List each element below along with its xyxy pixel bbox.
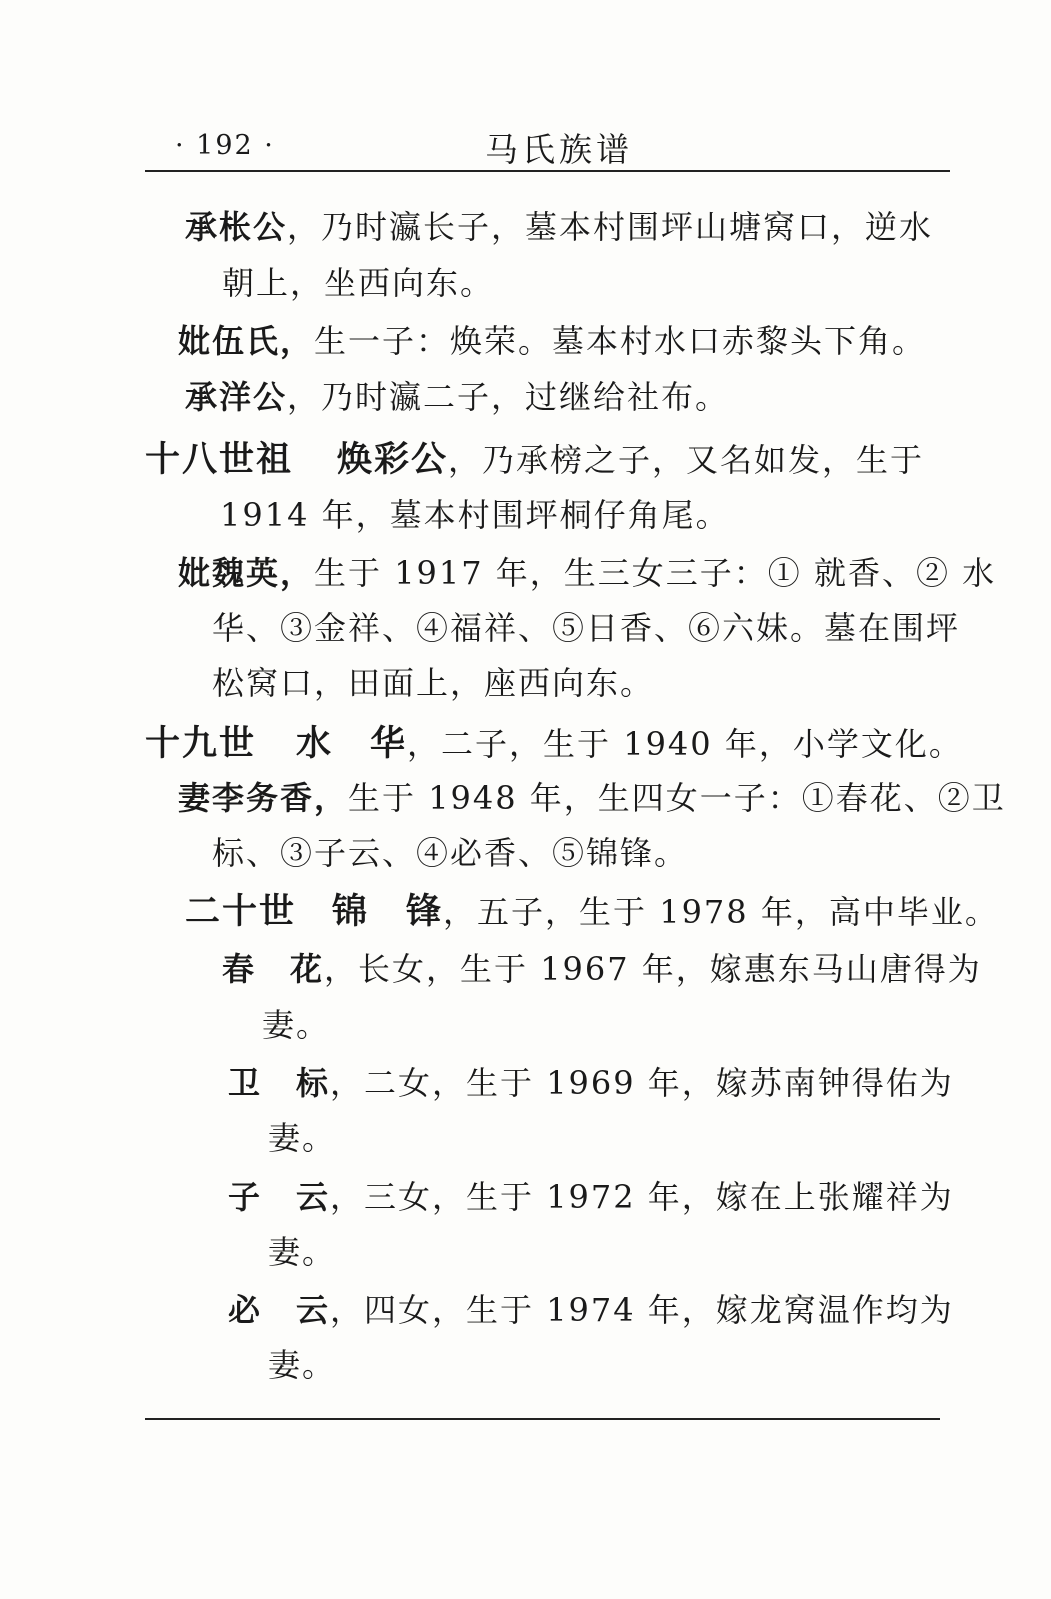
header-rule — [145, 170, 950, 172]
entry-heading: 焕彩公 — [337, 440, 449, 480]
entry-text: ，四女，生于 1974 年，嫁龙窝温作均为 — [330, 1291, 954, 1329]
entry-text: 生于 1948 年，生四女一子：①春花、②卫 — [348, 779, 1006, 817]
entry-line — [228, 1058, 954, 1104]
entry-line — [185, 372, 729, 418]
entry-text: ，三女，生于 1972 年，嫁在上张耀祥为 — [330, 1178, 954, 1216]
entry-heading: 子 云 — [228, 1178, 331, 1216]
entry-text: ，长女，生于 1967 年，嫁惠东马山唐得为 — [324, 950, 982, 988]
entry-continuation: 妻。 — [268, 1233, 337, 1271]
page-header — [145, 112, 950, 170]
entry-continuation: 标、③子云、④必香、⑤锦锋。 — [212, 834, 689, 872]
entry-heading: 锦 锋 — [332, 892, 444, 932]
entry-heading: 妣伍氏， — [178, 322, 315, 360]
entry-line — [185, 884, 999, 934]
entry-text: ，二子，生于 1940 年，小学文化。 — [407, 725, 963, 763]
entry-heading: 水 华 — [296, 724, 408, 764]
entry-heading: 妻李务香， — [178, 779, 349, 817]
entry-heading: 卫 标 — [228, 1064, 331, 1102]
entry-line — [222, 944, 982, 990]
entry-line — [178, 548, 996, 594]
entry-text: ，乃时瀛二子，过继给社布。 — [287, 378, 730, 416]
entry-line — [178, 773, 1006, 819]
generation-label: 二十世 — [185, 892, 297, 932]
entry-continuation: 1914 年，墓本村围坪桐仔角尾。 — [220, 496, 730, 534]
entry-text: 生于 1917 年，生三女三子：① 就香、② 水 — [314, 554, 997, 592]
entry-heading: 承洋公 — [185, 378, 288, 416]
book-title: 马氏族谱 — [485, 130, 633, 169]
entry-line — [228, 1285, 954, 1331]
generation-label: 十八世祖 — [145, 440, 294, 480]
entry-text: ，乃承榜之子，又名如发，生于 — [448, 441, 925, 479]
generation-label: 十九世 — [145, 724, 257, 764]
entry-continuation: 妻。 — [262, 1006, 331, 1044]
entry-line — [145, 716, 963, 766]
entry-line — [185, 202, 933, 248]
entry-continuation: 妻。 — [268, 1119, 337, 1157]
entry-line — [228, 1172, 954, 1218]
entry-continuation: 朝上，坐西向东。 — [222, 264, 495, 302]
entry-text: 生一子：焕荣。墓本村水口赤黎头下角。 — [314, 322, 927, 360]
entry-text: ，乃时瀛长子，墓本村围坪山塘窝口，逆水 — [287, 208, 934, 246]
footer-rule — [145, 1418, 940, 1420]
entry-text: ，二女，生于 1969 年，嫁苏南钟得佑为 — [330, 1064, 954, 1102]
entry-heading: 春 花 — [222, 950, 325, 988]
entry-continuation: 松窝口，田面上，座西向东。 — [212, 664, 655, 702]
entry-heading: 承枨公 — [185, 208, 288, 246]
entry-heading: 必 云 — [228, 1291, 331, 1329]
entry-continuation: 华、③金祥、④福祥、⑤日香、⑥六妹。墓在围坪 — [212, 609, 961, 647]
entry-line — [178, 316, 926, 362]
entry-line — [145, 432, 924, 482]
entry-text: ，五子，生于 1978 年，高中毕业。 — [443, 893, 999, 931]
entry-heading: 妣魏英， — [178, 554, 315, 592]
page-number: · 192 · — [175, 130, 275, 161]
entry-continuation: 妻。 — [268, 1346, 337, 1384]
